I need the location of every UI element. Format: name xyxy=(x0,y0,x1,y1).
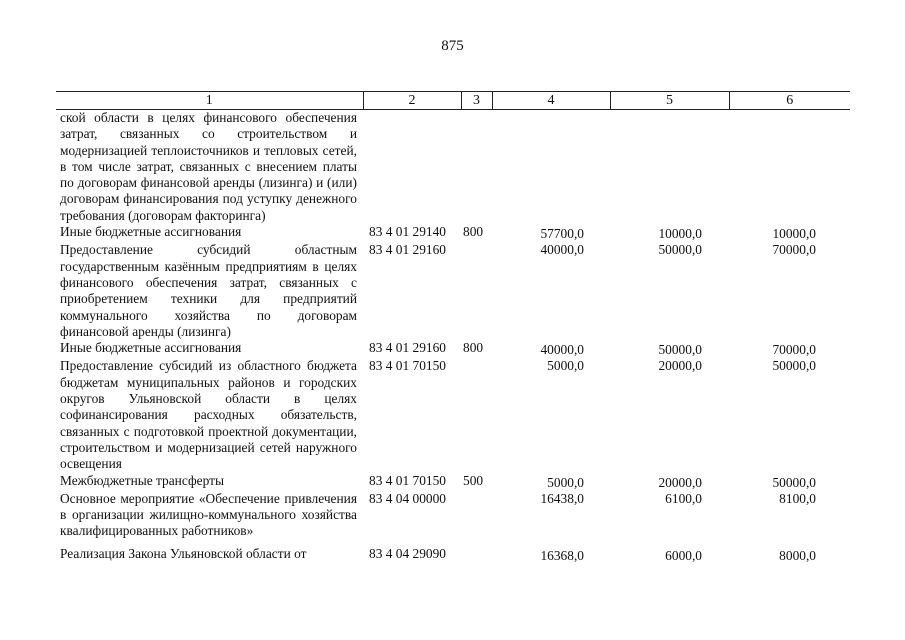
row-expense-type xyxy=(461,242,492,340)
row-value-col6: 70000,0 xyxy=(772,242,816,258)
table-header-row xyxy=(56,92,850,110)
table-row xyxy=(56,242,850,340)
row-code: 83 4 04 00000 xyxy=(369,490,446,506)
column-header-1: 1 xyxy=(56,92,363,110)
row-name: Предоставление субсидий областным государственным казённым предприятиям в целях финансового обеспечения затрат, связанных с приобретением техники для предприятий коммунального хозяйства по договорам финансовой аренды (лизинга) xyxy=(60,242,357,339)
row-name: Межбюджетные трансферты xyxy=(60,472,224,488)
row-expense-type xyxy=(461,540,492,564)
column-header-5: 5 xyxy=(610,92,729,110)
row-value-col5: 6100,0 xyxy=(665,490,702,506)
row-code: 83 4 01 29160 xyxy=(369,340,446,356)
row-code: 83 4 01 70150 xyxy=(369,472,446,488)
row-code: 83 4 01 29140 xyxy=(369,224,446,240)
row-value-col5: 6000,0 xyxy=(665,547,702,563)
row-code: 83 4 01 70150 xyxy=(369,358,446,374)
row-value-col4: 40000,0 xyxy=(540,342,584,358)
table-row xyxy=(56,540,850,564)
row-value-col4: 40000,0 xyxy=(540,242,584,258)
row-value-col6: 8000,0 xyxy=(779,547,816,563)
row-value-col5: 20000,0 xyxy=(658,474,702,490)
table-row xyxy=(56,358,850,472)
row-code xyxy=(363,110,461,225)
column-header-4: 4 xyxy=(492,92,610,110)
row-name: Реализация Закона Ульяновской области от xyxy=(60,545,307,561)
row-value-col6 xyxy=(729,110,850,225)
row-name: ской области в целях финансового обеспечения затрат, связанных со строительством и модернизацией теплоисточников и тепловых сетей, в том числе затрат, связанных с внесением платы по договорам финансовой аренды (лизинга) и (или) договорам финансирования под уступку денежного требования (договорам факторинга) xyxy=(60,110,357,223)
row-value-col6: 8100,0 xyxy=(779,490,816,506)
table-row xyxy=(56,473,850,491)
row-value-col5: 10000,0 xyxy=(658,226,702,242)
table-row xyxy=(56,110,850,225)
row-value-col4: 5000,0 xyxy=(547,358,584,374)
table-row xyxy=(56,491,850,540)
table-row xyxy=(56,340,850,358)
row-value-col6: 10000,0 xyxy=(772,226,816,242)
row-code: 83 4 01 29160 xyxy=(369,242,446,258)
row-value-col4 xyxy=(492,110,610,225)
row-value-col5: 50000,0 xyxy=(658,342,702,358)
row-value-col4: 5000,0 xyxy=(547,474,584,490)
row-value-col4: 16368,0 xyxy=(540,547,584,563)
table-row xyxy=(56,224,850,242)
row-value-col5: 50000,0 xyxy=(658,242,702,258)
row-value-col5 xyxy=(610,110,729,225)
row-value-col5: 20000,0 xyxy=(658,358,702,374)
row-expense-type: 500 xyxy=(463,472,484,488)
column-header-2: 2 xyxy=(363,92,461,110)
row-expense-type xyxy=(461,358,492,472)
row-expense-type xyxy=(461,491,492,540)
column-header-3: 3 xyxy=(461,92,492,110)
page-number: 875 xyxy=(441,38,464,54)
row-value-col4: 16438,0 xyxy=(540,490,584,506)
row-value-col6: 70000,0 xyxy=(772,342,816,358)
row-name: Иные бюджетные ассигнования xyxy=(60,340,242,356)
row-name: Иные бюджетные ассигнования xyxy=(60,224,242,240)
row-expense-type: 800 xyxy=(463,224,484,240)
row-value-col6: 50000,0 xyxy=(772,474,816,490)
column-header-6: 6 xyxy=(729,92,850,110)
row-name: Предоставление субсидий из областного бюджета бюджетам муниципальных районов и городских округов Ульяновской области в целях софинансирования расходных обязательств, связанных с подготовкой проектной документации, строительством и модернизацией сетей наружного освещения xyxy=(60,358,357,472)
row-value-col4: 57700,0 xyxy=(540,226,584,242)
row-expense-type xyxy=(461,110,492,225)
row-name: Основное мероприятие «Обеспечение привлечения в организации жилищно-коммунального хозяйства квалифицированных работников» xyxy=(60,490,357,539)
row-value-col6: 50000,0 xyxy=(772,358,816,374)
budget-table xyxy=(56,91,850,564)
row-code: 83 4 04 29090 xyxy=(369,545,446,561)
row-expense-type: 800 xyxy=(463,340,484,356)
